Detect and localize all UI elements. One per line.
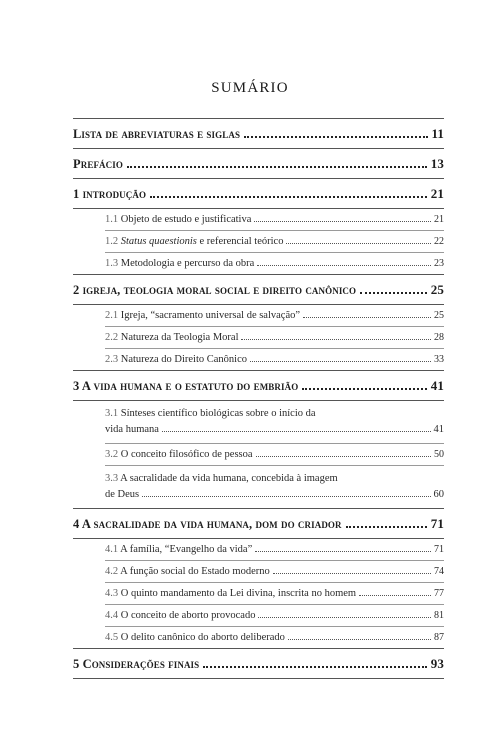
toc-chapter-3[interactable] — [73, 371, 444, 400]
section-title: Natureza da Teologia Moral — [120, 332, 239, 343]
toc-page-number: 93 — [430, 656, 444, 671]
section-number: 4.3 — [105, 588, 119, 599]
toc-entry-label: Prefácio — [73, 157, 123, 171]
table-of-contents — [73, 118, 444, 679]
section-title: Natureza do Direito Canônico — [120, 354, 247, 365]
toc-section-4-2[interactable] — [73, 561, 444, 582]
section-title: O delito canônico do aborto deliberado — [120, 632, 285, 643]
toc-page-number: 60 — [433, 489, 444, 500]
toc-chapter-5[interactable] — [73, 649, 444, 678]
toc-page-number: 28 — [434, 332, 444, 343]
dot-leader — [286, 243, 431, 244]
toc-entry-label: Lista de abreviaturas e siglas — [73, 127, 241, 141]
toc-page-number: 41 — [430, 378, 444, 393]
dot-leader — [273, 573, 431, 574]
toc-section-1-2[interactable] — [73, 231, 444, 252]
dot-leader — [244, 136, 427, 138]
section-title: e referencial teórico — [199, 236, 284, 247]
toc-entry-preface[interactable] — [73, 149, 444, 178]
toc-page-number: 41 — [433, 424, 444, 435]
dot-leader — [346, 526, 427, 528]
toc-page-number: 25 — [434, 310, 444, 321]
toc-chapter-4[interactable] — [73, 509, 444, 538]
toc-page-number: 23 — [434, 258, 444, 269]
toc-page-number: 21 — [434, 214, 444, 225]
toc-section-2-2[interactable] — [73, 327, 444, 348]
toc-section-3-3[interactable] — [73, 466, 444, 508]
toc-section-3-2[interactable] — [73, 444, 444, 465]
toc-section-2-3[interactable] — [73, 349, 444, 370]
toc-section-1-3[interactable] — [73, 253, 444, 274]
toc-page-number: 71 — [434, 544, 444, 555]
dot-leader — [127, 166, 427, 168]
dot-leader — [288, 639, 431, 640]
toc-section-4-3[interactable] — [73, 583, 444, 604]
toc-entry-label: 4 A sacralidade da vida humana, dom do criador — [73, 517, 342, 531]
toc-section-1-1[interactable] — [73, 209, 444, 230]
toc-page-number: 71 — [430, 516, 444, 531]
section-number: 4.4 — [105, 610, 119, 621]
section-title: A sacralidade da vida humana, concebida à imagem — [120, 473, 338, 484]
toc-page-number: 74 — [434, 566, 444, 577]
section-number: 1.3 — [105, 258, 119, 269]
section-number: 4.5 — [105, 632, 119, 643]
section-title: A função social do Estado moderno — [120, 566, 270, 577]
section-title-continued: de Deus — [105, 489, 140, 500]
dot-leader — [150, 196, 427, 198]
section-title: O quinto mandamento da Lei divina, inscrita no homem — [120, 588, 357, 599]
toc-page-number: 87 — [434, 632, 444, 643]
toc-chapter-2[interactable] — [73, 275, 444, 304]
toc-entry-abbreviations[interactable] — [73, 119, 444, 148]
section-title: Objeto de estudo e justificativa — [120, 214, 252, 225]
section-number: 2.3 — [105, 354, 119, 365]
toc-page-number: 21 — [430, 186, 444, 201]
divider — [73, 678, 444, 679]
section-number: 1.2 — [105, 236, 119, 247]
dot-leader — [258, 617, 431, 618]
dot-leader — [257, 265, 431, 266]
toc-entry-label: 3 A vida humana e o estatuto do embrião — [73, 379, 299, 393]
toc-page-number: 50 — [434, 449, 444, 460]
toc-entry-label: 5 Considerações finais — [73, 657, 200, 671]
dot-leader — [302, 388, 426, 390]
dot-leader — [360, 292, 427, 294]
section-number: 4.1 — [105, 544, 119, 555]
toc-section-3-1[interactable] — [73, 401, 444, 443]
toc-page-number: 13 — [430, 156, 444, 171]
section-title: O conceito de aborto provocado — [120, 610, 256, 621]
section-title: Metodologia e percurso da obra — [120, 258, 255, 269]
toc-page-number: 77 — [434, 588, 444, 599]
dot-leader — [359, 595, 431, 596]
section-title: Igreja, “sacramento universal de salvação” — [120, 310, 301, 321]
dot-leader — [203, 666, 427, 668]
toc-page-number: 22 — [434, 236, 444, 247]
dot-leader — [241, 339, 431, 340]
section-title: Sínteses científico biológicas sobre o início da — [120, 408, 316, 419]
toc-page-number: 11 — [431, 126, 444, 141]
toc-section-2-1[interactable] — [73, 305, 444, 326]
section-title-italic: Status quaestionis — [120, 236, 197, 247]
toc-section-4-5[interactable] — [73, 627, 444, 648]
toc-entry-label: 2 igreja, teologia moral social e direito canônico — [73, 283, 357, 297]
dot-leader — [256, 456, 431, 457]
toc-chapter-1[interactable] — [73, 179, 444, 208]
toc-section-4-1[interactable] — [73, 539, 444, 560]
dot-leader — [162, 431, 431, 432]
section-number: 3.3 — [105, 473, 119, 484]
toc-page-number: 33 — [434, 354, 444, 365]
section-number: 3.1 — [105, 408, 119, 419]
dot-leader — [255, 551, 431, 552]
section-title: O conceito filosófico de pessoa — [120, 449, 253, 460]
toc-section-4-4[interactable] — [73, 605, 444, 626]
dot-leader — [142, 496, 430, 497]
section-number: 2.1 — [105, 310, 119, 321]
dot-leader — [254, 221, 431, 222]
section-title-continued: vida humana — [105, 424, 159, 435]
toc-page-number: 81 — [434, 610, 444, 621]
section-number: 4.2 — [105, 566, 119, 577]
toc-page-number: 25 — [430, 282, 444, 297]
section-number: 2.2 — [105, 332, 119, 343]
section-number: 3.2 — [105, 449, 119, 460]
page-title: SUMÁRIO — [211, 80, 289, 96]
dot-leader — [250, 361, 431, 362]
dot-leader — [303, 317, 431, 318]
section-title: A família, “Evangelho da vida” — [120, 544, 253, 555]
toc-entry-label: 1 introdução — [73, 187, 147, 201]
section-number: 1.1 — [105, 214, 119, 225]
